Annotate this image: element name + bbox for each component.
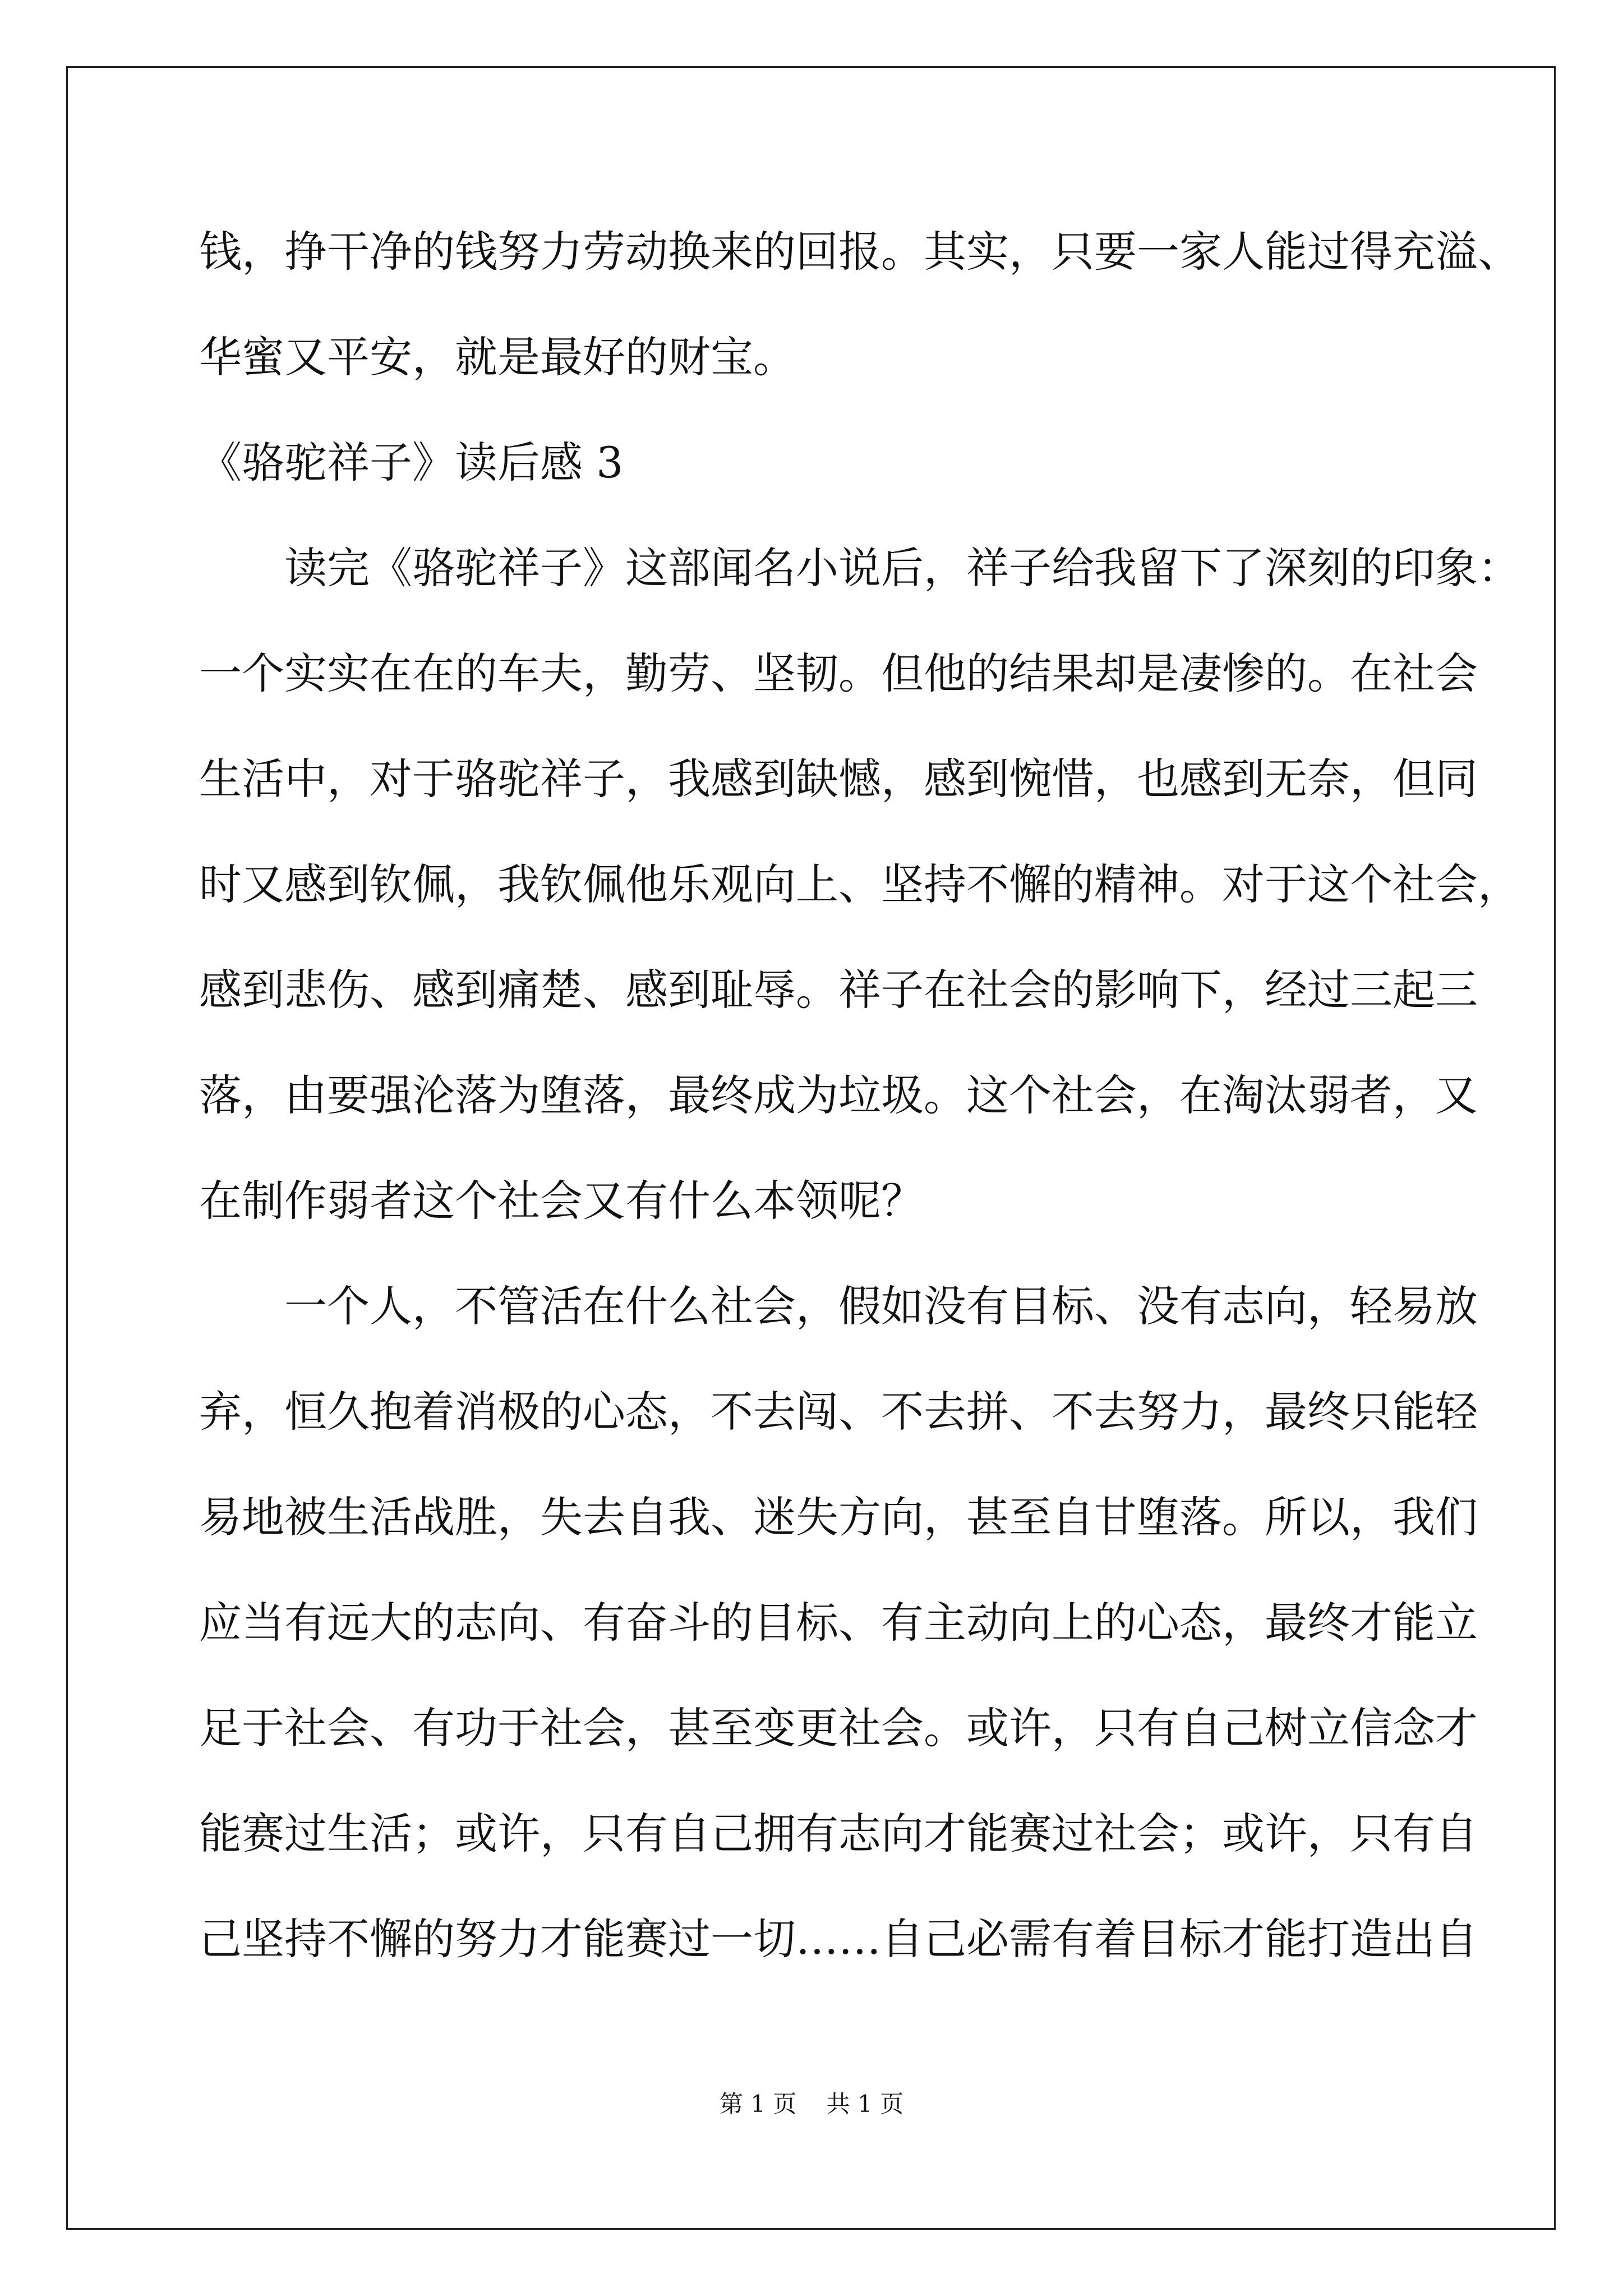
text-line: 能赛过生活；或许，只有自己拥有志向才能赛过社会；或许，只有自 — [199, 1809, 1478, 1858]
text-line: 己坚持不懈的努力才能赛过一切……自己必需有着目标才能打造出自 — [199, 1914, 1478, 1964]
text-line: 读完《骆驼祥子》这部闻名小说后，祥子给我留下了深刻的印象： — [284, 543, 1520, 593]
text-line: 生活中，对于骆驼祥子，我感到缺憾，感到惋惜，也感到无奈，但同 — [199, 754, 1478, 804]
page-footer: 第 1 页 共 1 页 — [719, 2090, 904, 2118]
section-heading: 《骆驼祥子》读后感 3 — [199, 438, 624, 487]
text-line: 感到悲伤、感到痛楚、感到耻辱。祥子在社会的影响下，经过三起三 — [199, 965, 1478, 1015]
text-line: 华蜜又平安，就是最好的财宝。 — [199, 332, 796, 382]
text-line: 落，由要强沦落为堕落，最终成为垃圾。这个社会，在淘汰弱者，又 — [199, 1070, 1478, 1120]
text-line: 一个实实在在的车夫，勤劳、坚韧。但他的结果却是凄惨的。在社会 — [199, 648, 1478, 698]
continued-paragraph — [199, 199, 1520, 410]
paragraph-2 — [199, 1254, 1478, 1992]
text-line: 一个人，不管活在什么社会，假如没有目标、没有志向，轻易放 — [284, 1281, 1478, 1331]
text-line: 足于社会、有功于社会，甚至变更社会。或许，只有自己树立信念才 — [199, 1703, 1478, 1753]
text-line: 时又感到钦佩，我钦佩他乐观向上、坚持不懈的精神。对于这个社会， — [199, 859, 1520, 909]
text-line: 应当有远大的志向、有奋斗的目标、有主动向上的心态，最终才能立 — [199, 1598, 1478, 1648]
text-line: 易地被生活战胜，失去自我、迷失方向，甚至自甘堕落。所以，我们 — [199, 1492, 1478, 1542]
text-line: 钱，挣干净的钱努力劳动换来的回报。其实，只要一家人能过得充溢、 — [199, 227, 1520, 277]
paragraph-1 — [199, 516, 1520, 1254]
document-body — [199, 199, 1520, 1992]
text-line: 在制作弱者这个社会又有什么本领呢？ — [199, 1176, 924, 1226]
text-line: 弃，恒久抱着消极的心态，不去闯、不去拼、不去努力，最终只能轻 — [199, 1387, 1478, 1437]
